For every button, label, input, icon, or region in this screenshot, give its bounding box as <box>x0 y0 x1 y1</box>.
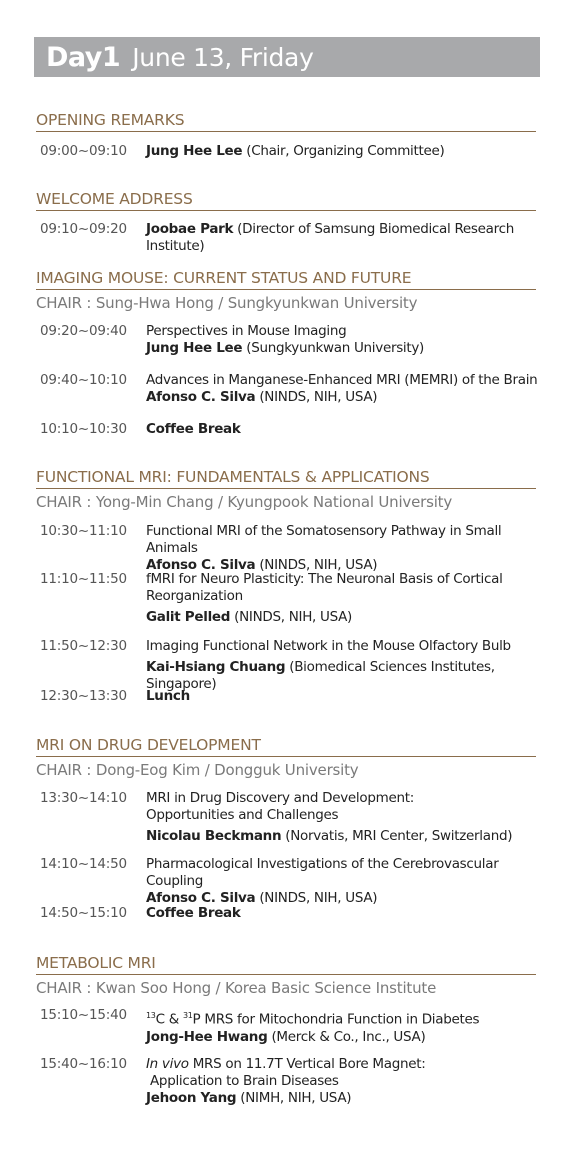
break-label: Coffee Break <box>146 421 241 437</box>
affiliation: (NINDS, NIH, USA) <box>255 890 378 906</box>
section-functional-mri <box>36 468 536 511</box>
affiliation: (Chair, Organizing Committee) <box>242 143 445 159</box>
section-chair: CHAIR : Yong-Min Chang / Kyungpook National University <box>36 493 453 511</box>
talk-title: Perspectives in Mouse Imaging <box>146 323 347 339</box>
time: 15:40~16:10 <box>40 1056 127 1072</box>
speaker: Jung Hee Lee <box>146 143 243 159</box>
time: 11:50~12:30 <box>40 638 127 654</box>
time: 09:00~09:10 <box>40 143 127 159</box>
time: 09:20~09:40 <box>40 323 127 339</box>
section-metabolic-mri <box>36 954 536 997</box>
talk-title-line2: Application to Brain Diseases <box>146 1073 339 1089</box>
speaker: Jung Hee Lee <box>146 340 243 356</box>
section-welcome-address <box>36 190 536 211</box>
time: 09:40~10:10 <box>40 372 127 388</box>
speaker: Galit Pelled <box>146 609 231 625</box>
speaker: Jehoon Yang <box>146 1090 237 1106</box>
day-banner <box>34 37 540 77</box>
break-label: Coffee Break <box>146 905 241 921</box>
talk-title: $^{13}$C & $^{31}$P MRS for Mitochondria Function in Diabetes <box>146 1011 480 1028</box>
affiliation: (Merck & Co., Inc., USA) <box>267 1028 426 1045</box>
time: 11:10~11:50 <box>40 571 127 587</box>
affiliation: (Biomedical Sciences Institutes, Singapore) <box>146 659 495 692</box>
time: 12:30~13:30 <box>40 688 127 704</box>
section-title: MRI ON DRUG DEVELOPMENT <box>36 736 536 757</box>
speaker: Jong-Hee Hwang <box>146 1028 268 1045</box>
section-title: METABOLIC MRI <box>36 954 536 975</box>
affiliation: (NINDS, NIH, USA) <box>230 609 353 625</box>
affiliation: (Sungkyunkwan University) <box>242 340 425 356</box>
time: 14:10~14:50 <box>40 856 127 872</box>
section-title: OPENING REMARKS <box>36 111 536 132</box>
time: 10:10~10:30 <box>40 421 127 437</box>
day-number: Day1 <box>46 41 121 73</box>
talk-title-line2: Opportunities and Challenges <box>146 807 339 823</box>
affiliation: (NIMH, NIH, USA) <box>236 1090 352 1106</box>
section-opening-remarks <box>36 111 536 132</box>
speaker: Afonso C. Silva <box>146 890 256 906</box>
time: 10:30~11:10 <box>40 523 127 539</box>
isotope-31: 31 <box>182 1011 193 1020</box>
talk-title: Imaging Functional Network in the Mouse Olfactory Bulb <box>146 638 511 654</box>
section-mri-drug-development <box>36 736 536 779</box>
isotope-13: 13 <box>146 1011 156 1020</box>
speaker: Afonso C. Silva <box>146 389 256 405</box>
time: 15:10~15:40 <box>40 1007 127 1023</box>
section-title: WELCOME ADDRESS <box>36 190 536 211</box>
talk-title: Functional MRI of the Somatosensory Pathway in Small Animals <box>146 523 502 556</box>
speaker: Kai-Hsiang Chuang <box>146 659 286 675</box>
affiliation: (Norvatis, MRI Center, Switzerland) <box>281 828 513 844</box>
section-title: IMAGING MOUSE: CURRENT STATUS AND FUTURE <box>36 269 536 290</box>
section-chair: CHAIR : Sung-Hwa Hong / Sungkyunkwan University <box>36 294 418 312</box>
section-title: FUNCTIONAL MRI: FUNDAMENTALS & APPLICATIONS <box>36 468 536 489</box>
in-vivo-italic: In vivo <box>146 1056 189 1072</box>
section-chair: CHAIR : Kwan Soo Hong / Korea Basic Science Institute <box>36 979 437 997</box>
talk-title: In vivo MRS on 11.7T Vertical Bore Magnet: <box>146 1056 426 1072</box>
day-date: June 13, Friday <box>132 42 314 72</box>
affiliation: (NINDS, NIH, USA) <box>255 389 378 405</box>
speaker: Afonso C. Silva <box>146 557 256 573</box>
section-chair: CHAIR : Dong-Eog Kim / Dongguk University <box>36 761 359 779</box>
speaker: Joobae Park <box>146 221 234 237</box>
talk-title: MRI in Drug Discovery and Development: <box>146 790 414 806</box>
talk-title: fMRI for Neuro Plasticity: The Neuronal Basis of Cortical <box>146 571 503 587</box>
time: 13:30~14:10 <box>40 790 127 806</box>
section-imaging-mouse <box>36 269 536 312</box>
talk-title: Pharmacological Investigations of the Cerebrovascular Coupling <box>146 856 499 889</box>
affiliation: (Director of Samsung Biomedical Research Institute) <box>146 221 514 254</box>
talk-title: Advances in Manganese-Enhanced MRI (MEMRI) of the Brain <box>146 372 538 388</box>
speaker: Nicolau Beckmann <box>146 828 282 844</box>
affiliation: (NINDS, NIH, USA) <box>255 557 378 573</box>
break-label: Lunch <box>146 688 190 704</box>
talk-title-line2: Reorganization <box>146 588 243 604</box>
time: 09:10~09:20 <box>40 221 127 237</box>
time: 14:50~15:10 <box>40 905 127 921</box>
